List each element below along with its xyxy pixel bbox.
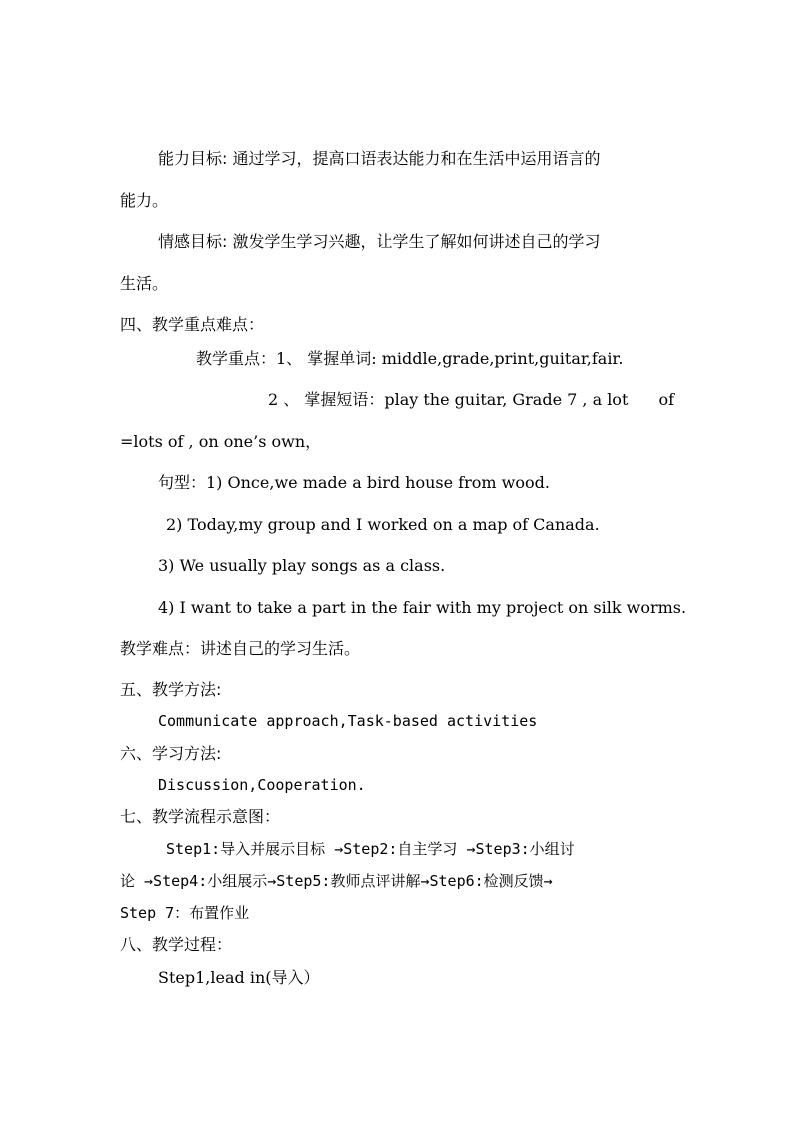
sentence-1: 句型：1) Once,we made a bird house from wood. <box>158 473 550 492</box>
key-points-phrases-end: of <box>658 390 674 409</box>
flow-line-2: 论 →Step4:小组展示→Step5:教师点评讲解→Step6:检测反馈→ <box>120 872 553 890</box>
section8-heading: 八、教学过程： <box>120 935 233 954</box>
sentence-2: 2) Today,my group and I worked on a map of Canada. <box>166 515 600 534</box>
ability-goal-line2: 能力。 <box>120 191 169 210</box>
key-points-phrases-line2: =lots of , on one’s own， <box>120 432 322 451</box>
ability-goal-line1: 能力目标: 通过学习，提高口语表达能力和在生活中运用语言的 <box>158 149 601 168</box>
section6-heading: 六、学习方法: <box>120 744 222 763</box>
section7-heading: 七、教学流程示意图： <box>120 807 281 826</box>
flow-line-1: Step1:导入并展示目标 →Step2:自主学习 →Step3:小组讨 <box>166 840 575 858</box>
key-points-words: 教学重点：1、 掌握单词: middle,grade,print,guitar,fair. <box>196 349 624 368</box>
sentence-3: 3) We usually play songs as a class. <box>158 556 446 575</box>
section5-content: Communicate approach,Task-based activities <box>158 712 538 730</box>
section5-heading: 五、教学方法: <box>120 680 222 699</box>
emotion-goal-line1: 情感目标: 激发学生学习兴趣，让学生了解如何讲述自己的学习 <box>158 232 601 251</box>
key-points-phrases-text: 2 、 掌握短语：play the guitar, Grade 7 , a lot <box>268 390 629 409</box>
section4-heading: 四、教学重点难点： <box>120 315 265 334</box>
step1-lead-in: Step1,lead in(导入） <box>158 968 320 987</box>
sentence-4: 4) I want to take a part in the fair with my project on silk worms. <box>158 598 687 617</box>
flow-line-3: Step 7：布置作业 <box>120 904 250 922</box>
emotion-goal-line2: 生活。 <box>120 274 169 293</box>
teaching-difficulty: 教学难点：讲述自己的学习生活。 <box>120 639 361 658</box>
key-points-phrases-line1 <box>268 389 674 411</box>
section6-content: Discussion,Cooperation. <box>158 776 366 794</box>
